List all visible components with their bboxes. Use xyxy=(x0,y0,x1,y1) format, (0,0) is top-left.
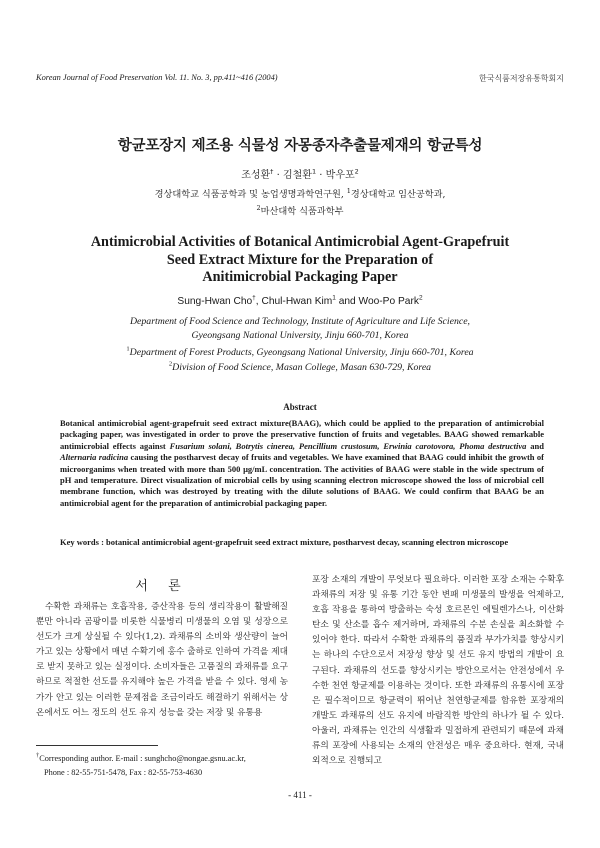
korean-authors xyxy=(0,166,600,181)
author-separator: · xyxy=(276,170,280,181)
body-column-right: 포장 소재의 개발이 무엇보다 필요하다. 이러한 포장 소재는 수확후 과채류의 저장 및 유통 기간 동안 변패 미생물의 발생을 억제하고, 호흡 작용을 통하여 방출하는 숙성 호르몬인 에틸렌가스나, 이산화탄소 및 산소를 흡수 제거하며, 과채류의 수분 손실을 최소화할 수 있어야 한다. 따라서 수확한 과채류의 품질과 부가가치를 향상시키는 하나의 수단으로서 저장성 향상 및 선도 유지 방법의 개발이 요구된다. 과채류의 선도를 향상시키는 방안으로서는 안전성에서 우수한 천연 항균제를 이용하는 것이다. 또한 과채류의 유통시에 포장은 필수적이므로 항균력이 뛰어난 천연항균제를 함유한 포장재의 개발도 과채류의 선도 유지에 바람직한 방안의 하나가 될 수 있다. 아울러, 과채류는 인간의 식생활과 밀접하게 관련되기 때문에 과채류의 포장에 사용되는 소재의 안전성은 매우 중요하다. 현재, 국내외적으로 진행되고 xyxy=(312,575,564,767)
abstract-heading: Abstract xyxy=(283,402,317,412)
section-heading-introduction: 서 론 xyxy=(135,579,189,594)
english-affiliation-1b: Gyeongsang National University, Jinju 660-701, Korea xyxy=(191,330,409,341)
english-affiliation-2: $^1$Department of Forest Products, Gyeongsang National University, Jinju 660-701, Korea xyxy=(126,345,474,358)
affil-mark-2: 2 xyxy=(354,167,359,176)
korean-author-2: 김철환 xyxy=(282,170,312,181)
korean-title: 항균포장지 제조용 식물성 자몽종자추출물제재의 항균특성 xyxy=(117,138,483,154)
english-affiliation-1: Department of Food Science and Technology, Institute of Agriculture and Life Science, xyxy=(129,316,470,327)
english-author-1: Sung-Hwan Cho xyxy=(177,296,253,307)
page-number: - 411 - xyxy=(288,790,312,800)
keywords: Key words : botanical antimicrobial agent-grapefruit seed extract mixture, postharvest decay, scanning electron microscope xyxy=(60,537,509,547)
korean-affiliation-2: $^2$마산대학 식품과학부 xyxy=(256,203,344,217)
running-head-journal: Korean Journal of Food Preservation Vol. 11. No. 3, pp.411~416 (2004) xyxy=(36,73,278,82)
footnote-rule xyxy=(36,745,158,746)
korean-author-1: 조성환 xyxy=(241,170,271,181)
english-title: Antimicrobial Activities of Botanical Antimicrobial Agent-Grapefruit Seed Extract Mixture for the Preparation of Anitimicrobial Packaging Paper xyxy=(90,234,510,285)
organism-names: Fusarium solani, Botrytis cinerea, Pencillium crustosum, Erwinia carotovora, Phoma destructiva xyxy=(169,440,527,451)
english-author-2: Chul-Hwan Kim xyxy=(261,296,333,307)
dagger-mark: † xyxy=(270,167,274,176)
abstract-body: Botanical antimicrobial agent-grapefruit seed extract mixture(BAAG), which could be applied to the preparation of antimicrobial packaging paper, was investigated in order to prove the preservative function of fruits and vegetables. BAAG showed remarkable antimicrobial effects against Fusarium solani, Botrytis cinerea, Pencillium crustosum, Erwinia carotovora, Phoma destructiva and Alternaria radicina causing the postharvest decay of fruits and vegetables. We have examined that BAAG could inhibit the growth of microorganims when treated with more than 500 μg/mL concentration. The activities of BAAG were stable in the wide spectrum of pH and temperature. Direct visualization of microbial cells by using scanning electron microscope showed the loss of microbial cell membrane function, which was destroyed by treating with the dilute solutions of BAAG. We could confirm that BAAG be an antimicrobial agent for the preparation of antimicrobial packaging paper. xyxy=(60,418,545,508)
organism-name: Alternaria radicina xyxy=(60,452,129,463)
author-separator: · xyxy=(319,170,323,181)
english-affiliation-3: $^2$Division of Food Science, Masan College, Masan 630-729, Korea xyxy=(168,360,432,373)
english-author-3: Woo-Po Park xyxy=(358,296,419,307)
korean-affiliation-1: 경상대학교 식품공학과 및 농업생명과학연구원, $^1$경상대학교 임산공학과, xyxy=(154,186,446,200)
running-head-society: 한국식품저장유통학회지 xyxy=(478,74,564,83)
english-authors: Sung-Hwan Cho†, Chul-Hwan Kim$^1$ and Woo-Po Park$^2$ xyxy=(177,294,423,307)
korean-author-3: 박우포 xyxy=(325,170,355,181)
affil-mark-1: 1 xyxy=(311,167,317,176)
body-column-left: 수확한 과채류는 호흡작용, 증산작용 등의 생리작용이 활발해질 뿐만 아니라 곰팡이를 비롯한 식물병리 미생물의 오염 및 성장으로 선도가 크게 상실될 수 있다(1,2). 과채류의 소비와 생산량이 늘어가고 있는 상황에서 매년 수확기에 홍수 출하로 인하여 가격을 제대로 받지 못하고 있는 실정이다. 소비자들은 고품질의 과채류를 요구하므로 적절한 선도를 유지해야 높은 가격을 받을 수 있다. 영세 농가가 안고 있는 이러한 문제점을 조금이라도 해결하기 위해서는 상온에서도 어느 정도의 선도 유지 성능을 갖는 저장 및 유통용 xyxy=(36,602,288,718)
corresponding-author-footnote: †Corresponding author. E-mail : sunghcho@nongae.gsnu.ac.kr, Phone : 82-55-751-5478, Fax : 82-55-753-4630 xyxy=(36,752,246,777)
